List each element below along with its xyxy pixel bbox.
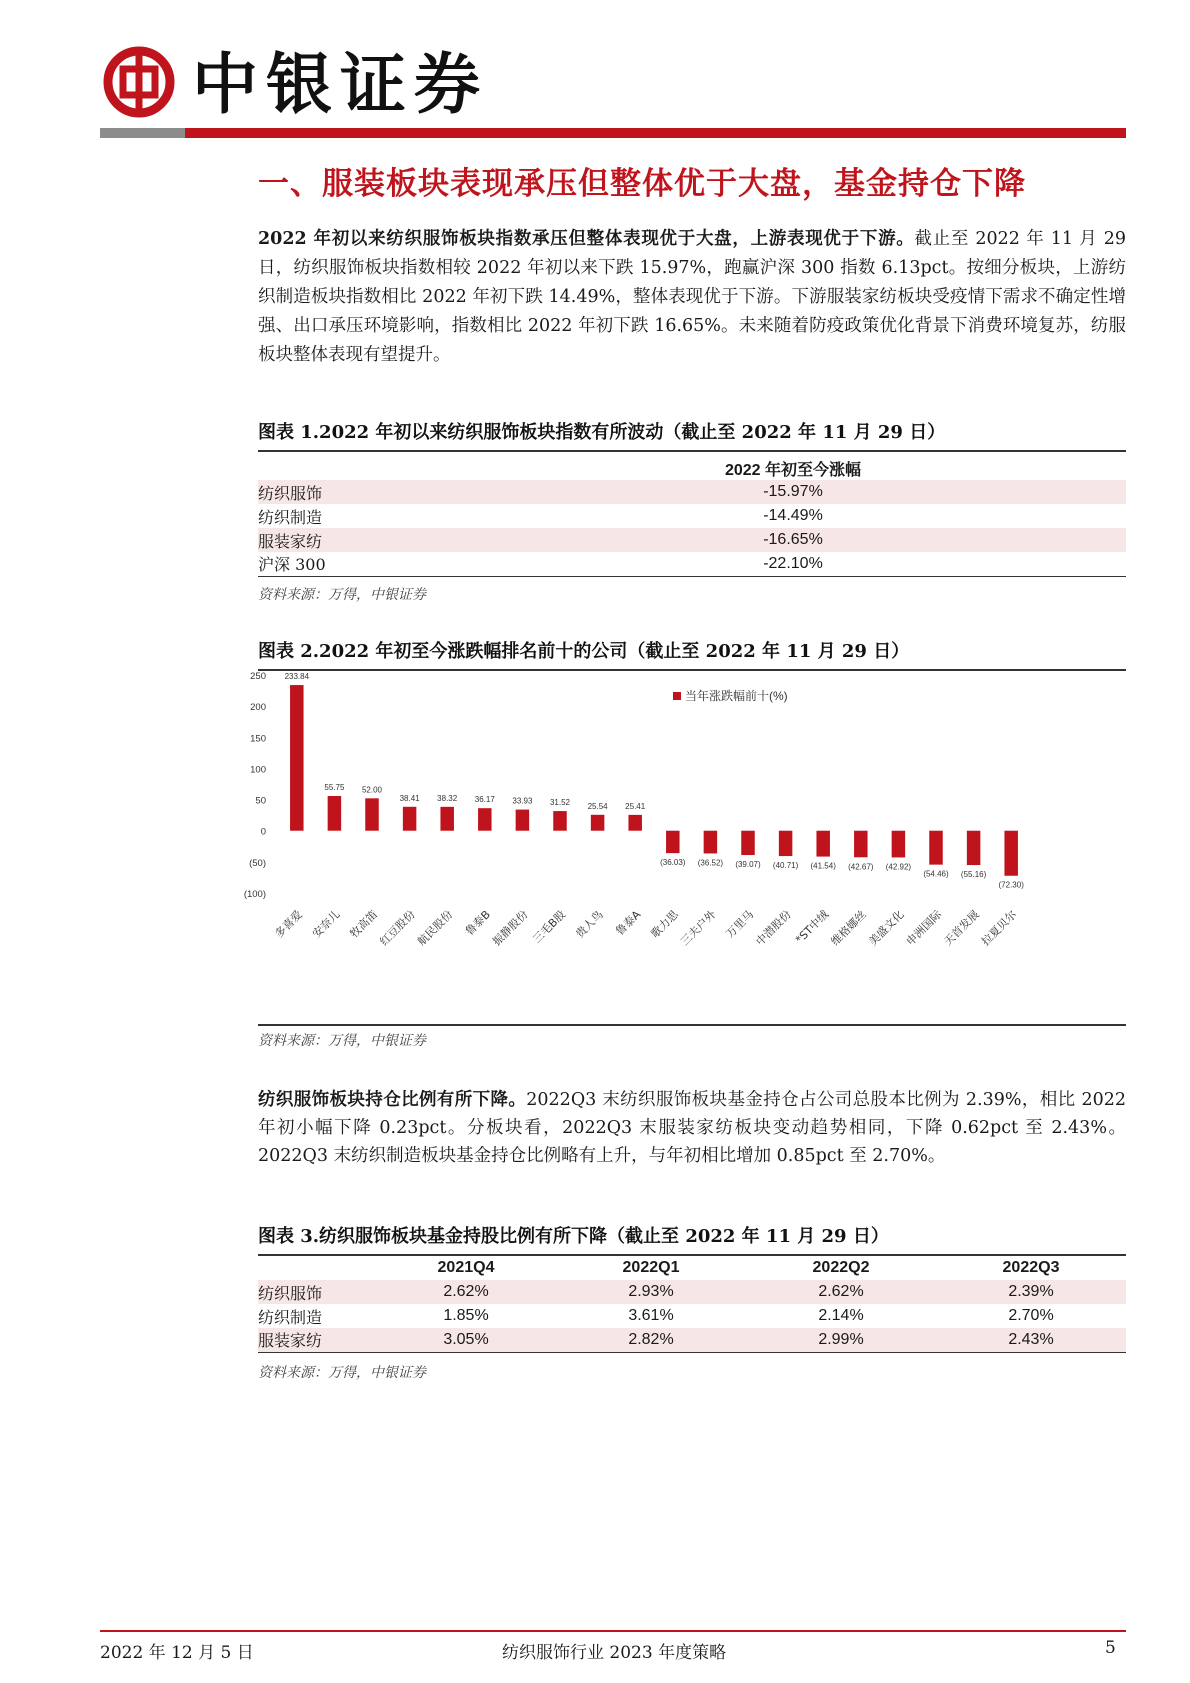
bar-value-label: 36.17 <box>474 795 495 805</box>
x-category-label: 振静股份 <box>490 907 531 949</box>
brand-name: 中银证券 <box>192 45 488 123</box>
y-tick-label: 50 <box>255 795 266 807</box>
intro-paragraph-lead: 2022 年初以来纺织服饰板块指数承压但整体表现优于大盘，上游表现优于下游。 <box>258 229 915 249</box>
y-tick-label: 0 <box>260 826 266 838</box>
holdings-paragraph <box>258 1086 1126 1170</box>
row-value: 2.70% <box>1008 1307 1054 1324</box>
footer-rule <box>100 1630 1126 1632</box>
bar-value-label: 38.41 <box>399 793 420 803</box>
table-header-cell: 2021Q4 <box>437 1259 495 1276</box>
bar-value-label: 55.75 <box>324 782 345 792</box>
figure-3-caption: 图表 3.纺织服饰板块基金持股比例有所下降（截止至 2022 年 11 月 29 日） <box>258 1222 1126 1256</box>
bar-value-label: (55.16) <box>960 870 987 880</box>
x-category-label: 鲁泰A <box>613 907 644 939</box>
x-category-label: 牧高笛 <box>347 907 381 941</box>
bar <box>591 815 605 831</box>
holdings-paragraph-lead: 纺织服饰板块持仓比例有所下降。 <box>258 1090 527 1110</box>
bar <box>1004 831 1018 876</box>
row-label: 服装家纺 <box>258 1328 376 1352</box>
x-category-label: 红豆股份 <box>377 907 418 949</box>
x-category-label: 贵人鸟 <box>573 907 606 941</box>
legend-swatch <box>673 692 681 700</box>
row-value: 2.14% <box>818 1307 864 1324</box>
x-category-label: 多喜爱 <box>272 907 305 941</box>
holdings-paragraph-body: 2022Q3 末纺织服饰板块基金持仓占公司总股本比例为 2.39%，相比 2022 年初小幅下降 0.23pct。分板块看，2022Q3 末服装家纺板块变动趋势相同，下降 0.62pct 至 2.43%。2022Q3 末纺织制造板块基金持仓比例略有上升，与年初相比增加 0.85pct 至 2.70%。 <box>258 1090 1127 1166</box>
y-tick-label: 200 <box>250 702 266 714</box>
y-tick-label: (100) <box>243 889 266 900</box>
bar-value-label: (42.92) <box>885 862 912 872</box>
table-header-cell <box>258 456 598 480</box>
bar <box>741 831 755 855</box>
bar-value-label: (42.67) <box>848 862 874 872</box>
bar <box>328 796 342 831</box>
x-category-label: 美盛文化 <box>866 907 907 949</box>
row-value: 2.43% <box>936 1328 1126 1352</box>
row-label: 纺织服饰 <box>258 480 598 504</box>
y-tick-label: (50) <box>249 857 266 869</box>
bar-value-label: 52.00 <box>361 785 383 795</box>
row-label: 服装家纺 <box>258 528 598 552</box>
table-header-cell <box>258 1256 376 1280</box>
bar <box>854 831 868 858</box>
y-tick-label: 150 <box>250 733 266 745</box>
table-header-row <box>258 456 1126 480</box>
table-header-cell: 2022 年初至今涨幅 <box>724 461 862 479</box>
table-row <box>258 552 1126 576</box>
row-value: 3.61% <box>628 1307 674 1324</box>
table-cell <box>988 528 1126 552</box>
table-header-cell <box>988 456 1126 480</box>
bar-value-label: 31.52 <box>549 798 571 808</box>
x-category-label: 鲁泰B <box>462 907 493 939</box>
table-header-row <box>258 1256 1126 1280</box>
table-row <box>258 504 1126 528</box>
figure-1-table <box>258 456 1126 577</box>
row-value: 3.05% <box>376 1328 556 1352</box>
bar <box>290 685 304 831</box>
row-label: 纺织制造 <box>258 507 323 527</box>
table-cell <box>988 552 1126 576</box>
row-value: 1.85% <box>443 1307 489 1324</box>
table-header-cell: 2022Q1 <box>622 1259 680 1276</box>
x-category-label: 天首发展 <box>941 907 982 949</box>
bar <box>440 807 454 831</box>
table-header-cell: 2022Q2 <box>812 1259 870 1276</box>
bank-of-china-logo-icon <box>103 46 175 118</box>
bar <box>516 810 530 831</box>
figure-2-caption: 图表 2.2022 年初至今涨跌幅排名前十的公司（截止至 2022 年 11 月 29 日） <box>258 637 1126 671</box>
bar-value-label: 38.32 <box>437 793 458 803</box>
bar-value-label: (54.46) <box>923 869 949 879</box>
bar-value-label: (40.71) <box>772 861 799 871</box>
figure-2-source: 资料来源：万得，中银证券 <box>258 1033 426 1049</box>
x-category-label: 三毛B股 <box>530 907 569 946</box>
bar <box>967 831 981 865</box>
bar-value-label: 33.93 <box>512 796 533 806</box>
bar-value-label: 233.84 <box>284 672 310 682</box>
figure-2-rule <box>258 1024 1126 1026</box>
bar <box>816 831 830 857</box>
bar-chart <box>243 671 1126 1025</box>
footer-date: 2022 年 12 月 5 日 <box>100 1643 254 1663</box>
x-category-label: 安奈儿 <box>309 907 343 941</box>
bar <box>403 807 417 831</box>
x-category-label: 三夫户外 <box>678 907 719 949</box>
figure-1-caption: 图表 1.2022 年初以来纺织服饰板块指数有所波动（截止至 2022 年 11 月 29 日） <box>258 418 1126 452</box>
footer-title: 纺织服饰行业 2023 年度策略 <box>502 1643 727 1663</box>
row-value: -22.10% <box>598 552 988 576</box>
bar-value-label: 25.41 <box>625 801 646 811</box>
section-title: 一、服装板块表现承压但整体优于大盘，基金持仓下降 <box>258 166 1026 202</box>
bar-value-label: (41.54) <box>810 861 836 871</box>
bar-value-label: (36.52) <box>697 858 724 868</box>
row-label: 沪深 300 <box>258 552 598 576</box>
table-header-cell: 2022Q3 <box>1002 1259 1060 1276</box>
x-category-label: 拉夏贝尔 <box>979 907 1020 949</box>
bar <box>553 811 567 831</box>
bar-value-label: (36.03) <box>660 858 686 868</box>
x-category-label: 维格娜丝 <box>828 907 869 949</box>
bar <box>704 831 718 854</box>
table-row <box>258 480 1126 504</box>
bar-value-label: (39.07) <box>735 860 761 870</box>
bar-value-label: (72.30) <box>998 880 1024 890</box>
row-value: -16.65% <box>598 528 988 552</box>
header-rule <box>100 128 1126 138</box>
row-value: 2.82% <box>556 1328 746 1352</box>
row-value: 2.62% <box>746 1280 936 1304</box>
table-row <box>258 1304 1126 1328</box>
chart-legend <box>673 688 788 703</box>
row-value: 2.99% <box>746 1328 936 1352</box>
intro-paragraph-body: 截止至 2022 年 11 月 29 日，纺织服饰板块指数相较 2022 年初以来下跌 15.97%，跑赢沪深 300 指数 6.13pct。按细分板块，上游纺织制造板块指数相比 2022 年初下跌 14.49%，整体表现优于下游。下游服装家纺板块受疫情下需求不确定性增强、出口承压环境影响，指数相比 2022 年初下跌 16.65%。未来随着防疫政策优化背景下消费环境复苏，纺服板块整体表现有望提升。 <box>258 229 1127 365</box>
intro-paragraph <box>258 225 1126 370</box>
row-value: 2.39% <box>936 1280 1126 1304</box>
row-value: 2.62% <box>376 1280 556 1304</box>
bar <box>779 831 793 856</box>
table-row <box>258 528 1126 552</box>
bar <box>478 808 492 831</box>
figure-3-table <box>258 1256 1126 1353</box>
bar <box>628 815 642 831</box>
row-value: -14.49% <box>763 507 823 524</box>
legend-label: 当年涨跌幅前十(%) <box>685 689 788 703</box>
x-category-label: 万里马 <box>723 907 757 941</box>
bar <box>365 798 379 830</box>
bar <box>892 831 906 858</box>
x-category-label: 航民股份 <box>415 907 456 949</box>
table-row <box>258 1328 1126 1352</box>
bar <box>666 831 680 853</box>
row-value: 2.93% <box>556 1280 746 1304</box>
bar <box>929 831 943 865</box>
figure-1-source: 资料来源：万得，中银证券 <box>258 587 426 603</box>
x-category-label: 中潜股份 <box>753 907 794 949</box>
x-category-label: 申洲国际 <box>903 907 945 949</box>
row-label: 纺织制造 <box>258 1307 323 1327</box>
x-category-label: 歌力思 <box>648 907 681 941</box>
row-value: -15.97% <box>598 480 988 504</box>
x-category-label: *ST中绒 <box>792 907 832 947</box>
y-tick-label: 250 <box>250 671 266 682</box>
figure-3-source: 资料来源：万得，中银证券 <box>258 1365 426 1381</box>
row-label: 纺织服饰 <box>258 1280 376 1304</box>
page-number: 5 <box>1105 1638 1116 1658</box>
y-tick-label: 100 <box>250 764 266 776</box>
table-row <box>258 1280 1126 1304</box>
table-cell <box>988 480 1126 504</box>
bar-value-label: 25.54 <box>587 801 608 811</box>
table-cell <box>988 504 1126 528</box>
